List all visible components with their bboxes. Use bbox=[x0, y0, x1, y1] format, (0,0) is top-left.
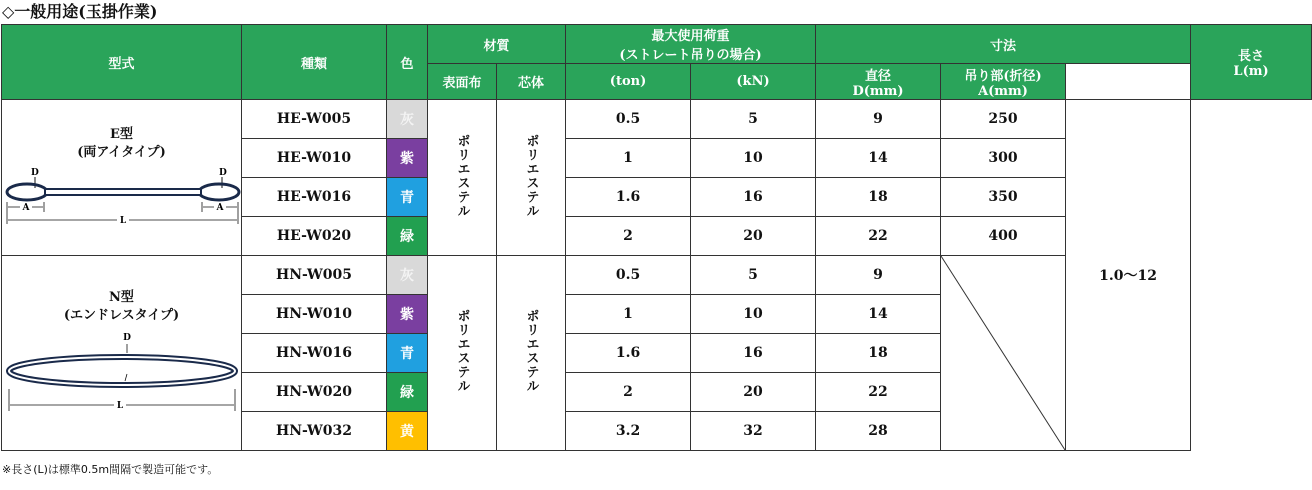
header-material-core: 芯体 bbox=[497, 64, 566, 100]
header-model: 型式 bbox=[2, 25, 242, 100]
color-cell: 緑 bbox=[387, 373, 428, 412]
material-surface-n bbox=[428, 256, 497, 451]
diagram-eye-left bbox=[7, 184, 47, 200]
kind-cell: HE-W010 bbox=[242, 139, 387, 178]
header-loop-unit: A(mm) bbox=[978, 83, 1028, 99]
diameter-cell: 18 bbox=[816, 178, 941, 217]
kn-cell: 10 bbox=[691, 139, 816, 178]
header-ton: (ton) bbox=[566, 64, 691, 100]
diameter-cell: 9 bbox=[816, 256, 941, 295]
header-max-load-title: 最大使用荷重 bbox=[651, 29, 730, 44]
footnote: ※長さ(L)は標準0.5m間隔で製造可能です。 bbox=[2, 463, 219, 476]
diameter-cell: 22 bbox=[816, 373, 941, 412]
material-core-e bbox=[497, 100, 566, 256]
header-length-unit: L(m) bbox=[1233, 64, 1269, 79]
diagram-n-d-arrow bbox=[125, 374, 127, 381]
material-core-n bbox=[497, 256, 566, 451]
diagonal-slash bbox=[941, 256, 1065, 450]
e-type-diagram bbox=[5, 166, 239, 230]
diameter-cell: 9 bbox=[816, 100, 941, 139]
header-length-label: 長さ bbox=[1238, 49, 1265, 64]
header-dims: 寸法 bbox=[816, 25, 1191, 64]
length-cell: 1.0～12 bbox=[1066, 100, 1191, 451]
kind-cell: HN-W010 bbox=[242, 295, 387, 334]
header-diameter-label: 直径 bbox=[865, 68, 892, 84]
header-length bbox=[1191, 25, 1312, 100]
diagram-n-d-label: D bbox=[122, 333, 131, 343]
ton-cell: 2 bbox=[566, 217, 691, 256]
ton-cell: 1.6 bbox=[566, 334, 691, 373]
color-cell: 灰 bbox=[387, 256, 428, 295]
type-sub-n: (エンドレスタイプ) bbox=[63, 308, 180, 323]
header-max-load bbox=[566, 25, 816, 64]
type-name-e: E型 bbox=[110, 126, 133, 142]
loop-cell: 350 bbox=[941, 178, 1066, 217]
diagram-eye-right bbox=[199, 184, 239, 200]
type-cell-e bbox=[2, 100, 242, 256]
diameter-cell: 22 bbox=[816, 217, 941, 256]
header-kn: (kN) bbox=[691, 64, 816, 100]
diagram-l-label: L bbox=[119, 215, 126, 226]
material-core-e-text: ポリエステル bbox=[523, 133, 539, 218]
kn-cell: 16 bbox=[691, 334, 816, 373]
diagram-n-l-label: L bbox=[116, 401, 123, 411]
material-surface-e bbox=[428, 100, 497, 256]
kn-cell: 32 bbox=[691, 412, 816, 451]
kn-cell: 5 bbox=[691, 256, 816, 295]
kind-cell: HN-W005 bbox=[242, 256, 387, 295]
ton-cell: 3.2 bbox=[566, 412, 691, 451]
color-cell: 紫 bbox=[387, 139, 428, 178]
diameter-cell: 18 bbox=[816, 334, 941, 373]
diagram-endless-loop-inner bbox=[9, 357, 235, 385]
ton-cell: 1 bbox=[566, 139, 691, 178]
loop-na-cell bbox=[941, 256, 1066, 451]
diagram-d-left-label: D bbox=[30, 167, 39, 178]
kn-cell: 10 bbox=[691, 295, 816, 334]
header-loop-label: 吊り部(折径) bbox=[964, 68, 1042, 84]
diagram-d-right-label: D bbox=[218, 167, 227, 178]
diameter-cell: 28 bbox=[816, 412, 941, 451]
header-diameter bbox=[816, 64, 941, 100]
header-max-load-sub: (ストレート吊りの場合) bbox=[619, 48, 762, 63]
color-cell: 緑 bbox=[387, 217, 428, 256]
ton-cell: 0.5 bbox=[566, 100, 691, 139]
kind-cell: HE-W005 bbox=[242, 100, 387, 139]
header-kind: 種類 bbox=[242, 25, 387, 100]
type-sub-e: (両アイタイプ) bbox=[77, 144, 166, 160]
diagram-a-right-label: A bbox=[216, 202, 223, 213]
ton-cell: 2 bbox=[566, 373, 691, 412]
ton-cell: 0.5 bbox=[566, 256, 691, 295]
spec-table bbox=[1, 24, 1312, 451]
loop-cell: 250 bbox=[941, 100, 1066, 139]
kind-cell: HN-W032 bbox=[242, 412, 387, 451]
type-cell-n bbox=[2, 256, 242, 451]
color-cell: 灰 bbox=[387, 100, 428, 139]
type-name-n: N型 bbox=[109, 290, 134, 305]
header-diameter-unit: D(mm) bbox=[852, 83, 904, 99]
header-material: 材質 bbox=[428, 25, 566, 64]
color-cell: 青 bbox=[387, 334, 428, 373]
color-cell: 青 bbox=[387, 178, 428, 217]
table-row bbox=[2, 100, 1312, 139]
diagram-a-left-label: A bbox=[22, 202, 29, 213]
loop-cell: 400 bbox=[941, 217, 1066, 256]
kn-cell: 20 bbox=[691, 217, 816, 256]
kind-cell: HE-W020 bbox=[242, 217, 387, 256]
header-color: 色 bbox=[387, 25, 428, 100]
ton-cell: 1.6 bbox=[566, 178, 691, 217]
material-surface-e-text: ポリエステル bbox=[454, 133, 470, 218]
diameter-cell: 14 bbox=[816, 139, 941, 178]
kn-cell: 16 bbox=[691, 178, 816, 217]
header-loop bbox=[941, 64, 1066, 100]
loop-cell: 300 bbox=[941, 139, 1066, 178]
material-surface-n-text: ポリエステル bbox=[454, 309, 470, 393]
ton-cell: 1 bbox=[566, 295, 691, 334]
kn-cell: 5 bbox=[691, 100, 816, 139]
kind-cell: HN-W020 bbox=[242, 373, 387, 412]
page-title: ◇一般用途(玉掛作業) bbox=[2, 2, 158, 21]
header-material-surface: 表面布 bbox=[428, 64, 497, 100]
diameter-cell: 14 bbox=[816, 295, 941, 334]
kind-cell: HN-W016 bbox=[242, 334, 387, 373]
n-type-diagram bbox=[5, 331, 239, 417]
kind-cell: HE-W016 bbox=[242, 178, 387, 217]
kn-cell: 20 bbox=[691, 373, 816, 412]
material-core-n-text: ポリエステル bbox=[523, 309, 539, 393]
diagram-body bbox=[45, 189, 201, 195]
color-cell: 黄 bbox=[387, 412, 428, 451]
color-cell: 紫 bbox=[387, 295, 428, 334]
